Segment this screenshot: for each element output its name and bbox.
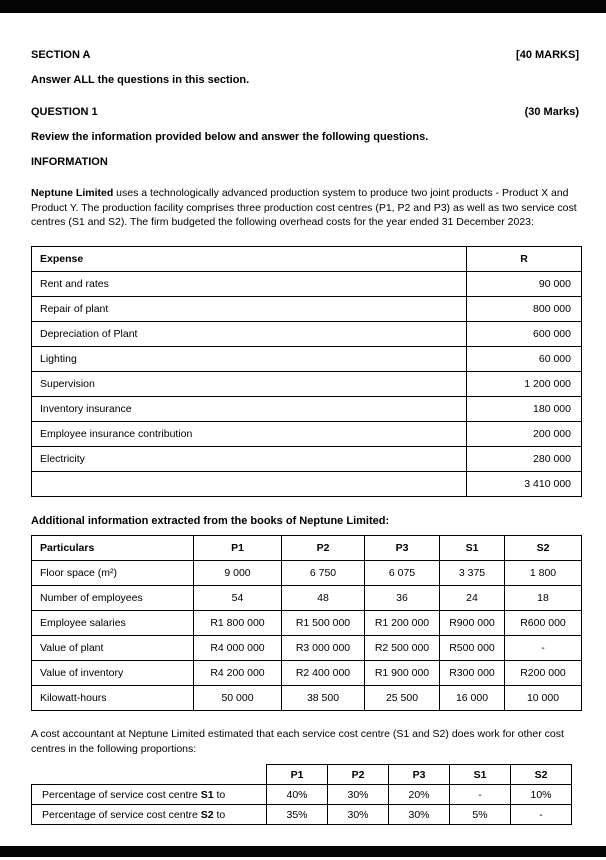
expense-cell: Employee insurance contribution <box>32 422 467 447</box>
value-cell: R2 400 000 <box>282 661 365 686</box>
section-instruction: Answer ALL the questions in this section. <box>31 74 250 86</box>
expense-cell: Electricity <box>32 447 467 472</box>
particulars-cell: Value of plant <box>32 636 194 661</box>
value-cell: - <box>450 785 511 805</box>
value-cell: 50 000 <box>194 686 282 711</box>
question-marks: (30 Marks) <box>524 106 579 118</box>
total-row <box>32 472 582 497</box>
value-cell: 16 000 <box>440 686 505 711</box>
value-cell: R1 900 000 <box>365 661 440 686</box>
expense-column-header: Expense <box>32 247 467 272</box>
intro-paragraph-text: uses a technologically advanced production system to produce two joint products - Product X and Product Y. The production facility comprises three production cost centres (P1, P2 and P3) as well as two service cost centres (S1 and S2). The firm budgeted the following overhead costs for the year ended 31 December 2023: <box>31 187 577 229</box>
centre-name: S2 <box>200 808 214 821</box>
value-cell: R2 500 000 <box>365 636 440 661</box>
empty-cell <box>32 472 467 497</box>
value-cell: 10% <box>511 785 572 805</box>
value-cell: 40% <box>267 785 328 805</box>
value-cell: 30% <box>328 805 389 825</box>
scan-edge-bottom <box>0 846 606 857</box>
total-amount-cell: 3 410 000 <box>467 472 582 497</box>
table-row <box>32 447 582 472</box>
value-cell: 5% <box>450 805 511 825</box>
p2-header: P2 <box>282 536 365 561</box>
table-row <box>32 322 582 347</box>
value-cell: 48 <box>282 586 365 611</box>
additional-info-heading: Additional information extracted from the books of Neptune Limited: <box>31 515 390 528</box>
page-content <box>31 13 579 825</box>
value-cell: 10 000 <box>505 686 582 711</box>
label-prefix: Percentage of service cost centre <box>42 808 201 821</box>
value-cell: R4 200 000 <box>194 661 282 686</box>
particulars-cell: Kilowatt-hours <box>32 686 194 711</box>
table-row <box>32 272 582 297</box>
s2-header: S2 <box>505 536 582 561</box>
value-cell: R600 000 <box>505 611 582 636</box>
amount-cell: 800 000 <box>467 297 582 322</box>
value-cell: 20% <box>389 785 450 805</box>
s1-header: S1 <box>440 536 505 561</box>
table-row <box>32 785 572 805</box>
accountant-paragraph: A cost accountant at Neptune Limited estimated that each service cost centre (S1 and S2) does work for other cost centres in the following proportions: <box>31 728 564 755</box>
p3-header: P3 <box>365 536 440 561</box>
scan-edge-top <box>0 0 606 13</box>
table-row <box>32 805 572 825</box>
proportion-label-cell <box>32 785 267 805</box>
p3-header: P3 <box>389 765 450 785</box>
value-cell: 35% <box>267 805 328 825</box>
amount-cell: 180 000 <box>467 397 582 422</box>
table-row <box>32 422 582 447</box>
table-row <box>32 586 582 611</box>
proportions-header-row <box>32 765 572 785</box>
table-row <box>32 561 582 586</box>
expense-cell: Supervision <box>32 372 467 397</box>
value-cell: 25 500 <box>365 686 440 711</box>
value-cell: 9 000 <box>194 561 282 586</box>
value-cell: R500 000 <box>440 636 505 661</box>
value-cell: 6 075 <box>365 561 440 586</box>
label-prefix: Percentage of service cost centre <box>42 788 201 801</box>
p2-header: P2 <box>328 765 389 785</box>
value-cell: R200 000 <box>505 661 582 686</box>
section-title: SECTION A <box>31 49 91 61</box>
value-cell: 54 <box>194 586 282 611</box>
empty-header-cell <box>32 765 267 785</box>
value-cell: R4 000 000 <box>194 636 282 661</box>
value-cell: R3 000 000 <box>282 636 365 661</box>
information-heading: INFORMATION <box>31 156 108 168</box>
company-name: Neptune Limited <box>31 187 114 199</box>
table-row <box>32 372 582 397</box>
rand-column-header: R <box>467 247 582 272</box>
amount-cell: 60 000 <box>467 347 582 372</box>
expense-cell: Inventory insurance <box>32 397 467 422</box>
overhead-header-row <box>32 247 582 272</box>
value-cell: 30% <box>328 785 389 805</box>
table-row <box>32 686 582 711</box>
amount-cell: 90 000 <box>467 272 582 297</box>
particulars-cell: Number of employees <box>32 586 194 611</box>
proportions-table <box>31 764 572 825</box>
expense-cell: Lighting <box>32 347 467 372</box>
question-instruction: Review the information provided below and answer the following questions. <box>31 131 429 143</box>
expense-cell: Rent and rates <box>32 272 467 297</box>
value-cell: 38 500 <box>282 686 365 711</box>
value-cell: 30% <box>389 805 450 825</box>
s2-header: S2 <box>511 765 572 785</box>
particulars-cell: Floor space (m²) <box>32 561 194 586</box>
p1-header: P1 <box>194 536 282 561</box>
s1-header: S1 <box>450 765 511 785</box>
p1-header: P1 <box>267 765 328 785</box>
label-suffix: to <box>213 808 226 821</box>
table-row <box>32 636 582 661</box>
intro-paragraph <box>31 186 579 230</box>
value-cell: 1 800 <box>505 561 582 586</box>
value-cell: - <box>505 636 582 661</box>
overhead-costs-table <box>31 246 582 497</box>
value-cell: R300 000 <box>440 661 505 686</box>
value-cell: 6 750 <box>282 561 365 586</box>
table-row <box>32 297 582 322</box>
proportion-label-cell <box>32 805 267 825</box>
value-cell: R1 800 000 <box>194 611 282 636</box>
label-suffix: to <box>213 788 226 801</box>
additional-info-table <box>31 535 582 711</box>
value-cell: 24 <box>440 586 505 611</box>
question-title: QUESTION 1 <box>31 106 98 118</box>
amount-cell: 600 000 <box>467 322 582 347</box>
value-cell: R1 500 000 <box>282 611 365 636</box>
amount-cell: 280 000 <box>467 447 582 472</box>
table-row <box>32 661 582 686</box>
amount-cell: 1 200 000 <box>467 372 582 397</box>
particulars-cell: Value of inventory <box>32 661 194 686</box>
value-cell: R1 200 000 <box>365 611 440 636</box>
amount-cell: 200 000 <box>467 422 582 447</box>
additional-header-row <box>32 536 582 561</box>
section-marks: [40 MARKS] <box>516 49 579 61</box>
table-row <box>32 347 582 372</box>
value-cell: - <box>511 805 572 825</box>
value-cell: R900 000 <box>440 611 505 636</box>
value-cell: 18 <box>505 586 582 611</box>
particulars-header: Particulars <box>32 536 194 561</box>
table-row <box>32 397 582 422</box>
table-row <box>32 611 582 636</box>
value-cell: 36 <box>365 586 440 611</box>
expense-cell: Repair of plant <box>32 297 467 322</box>
value-cell: 3 375 <box>440 561 505 586</box>
particulars-cell: Employee salaries <box>32 611 194 636</box>
centre-name: S1 <box>200 788 214 801</box>
expense-cell: Depreciation of Plant <box>32 322 467 347</box>
section-header-row <box>31 49 579 61</box>
question-header-row <box>31 106 579 118</box>
